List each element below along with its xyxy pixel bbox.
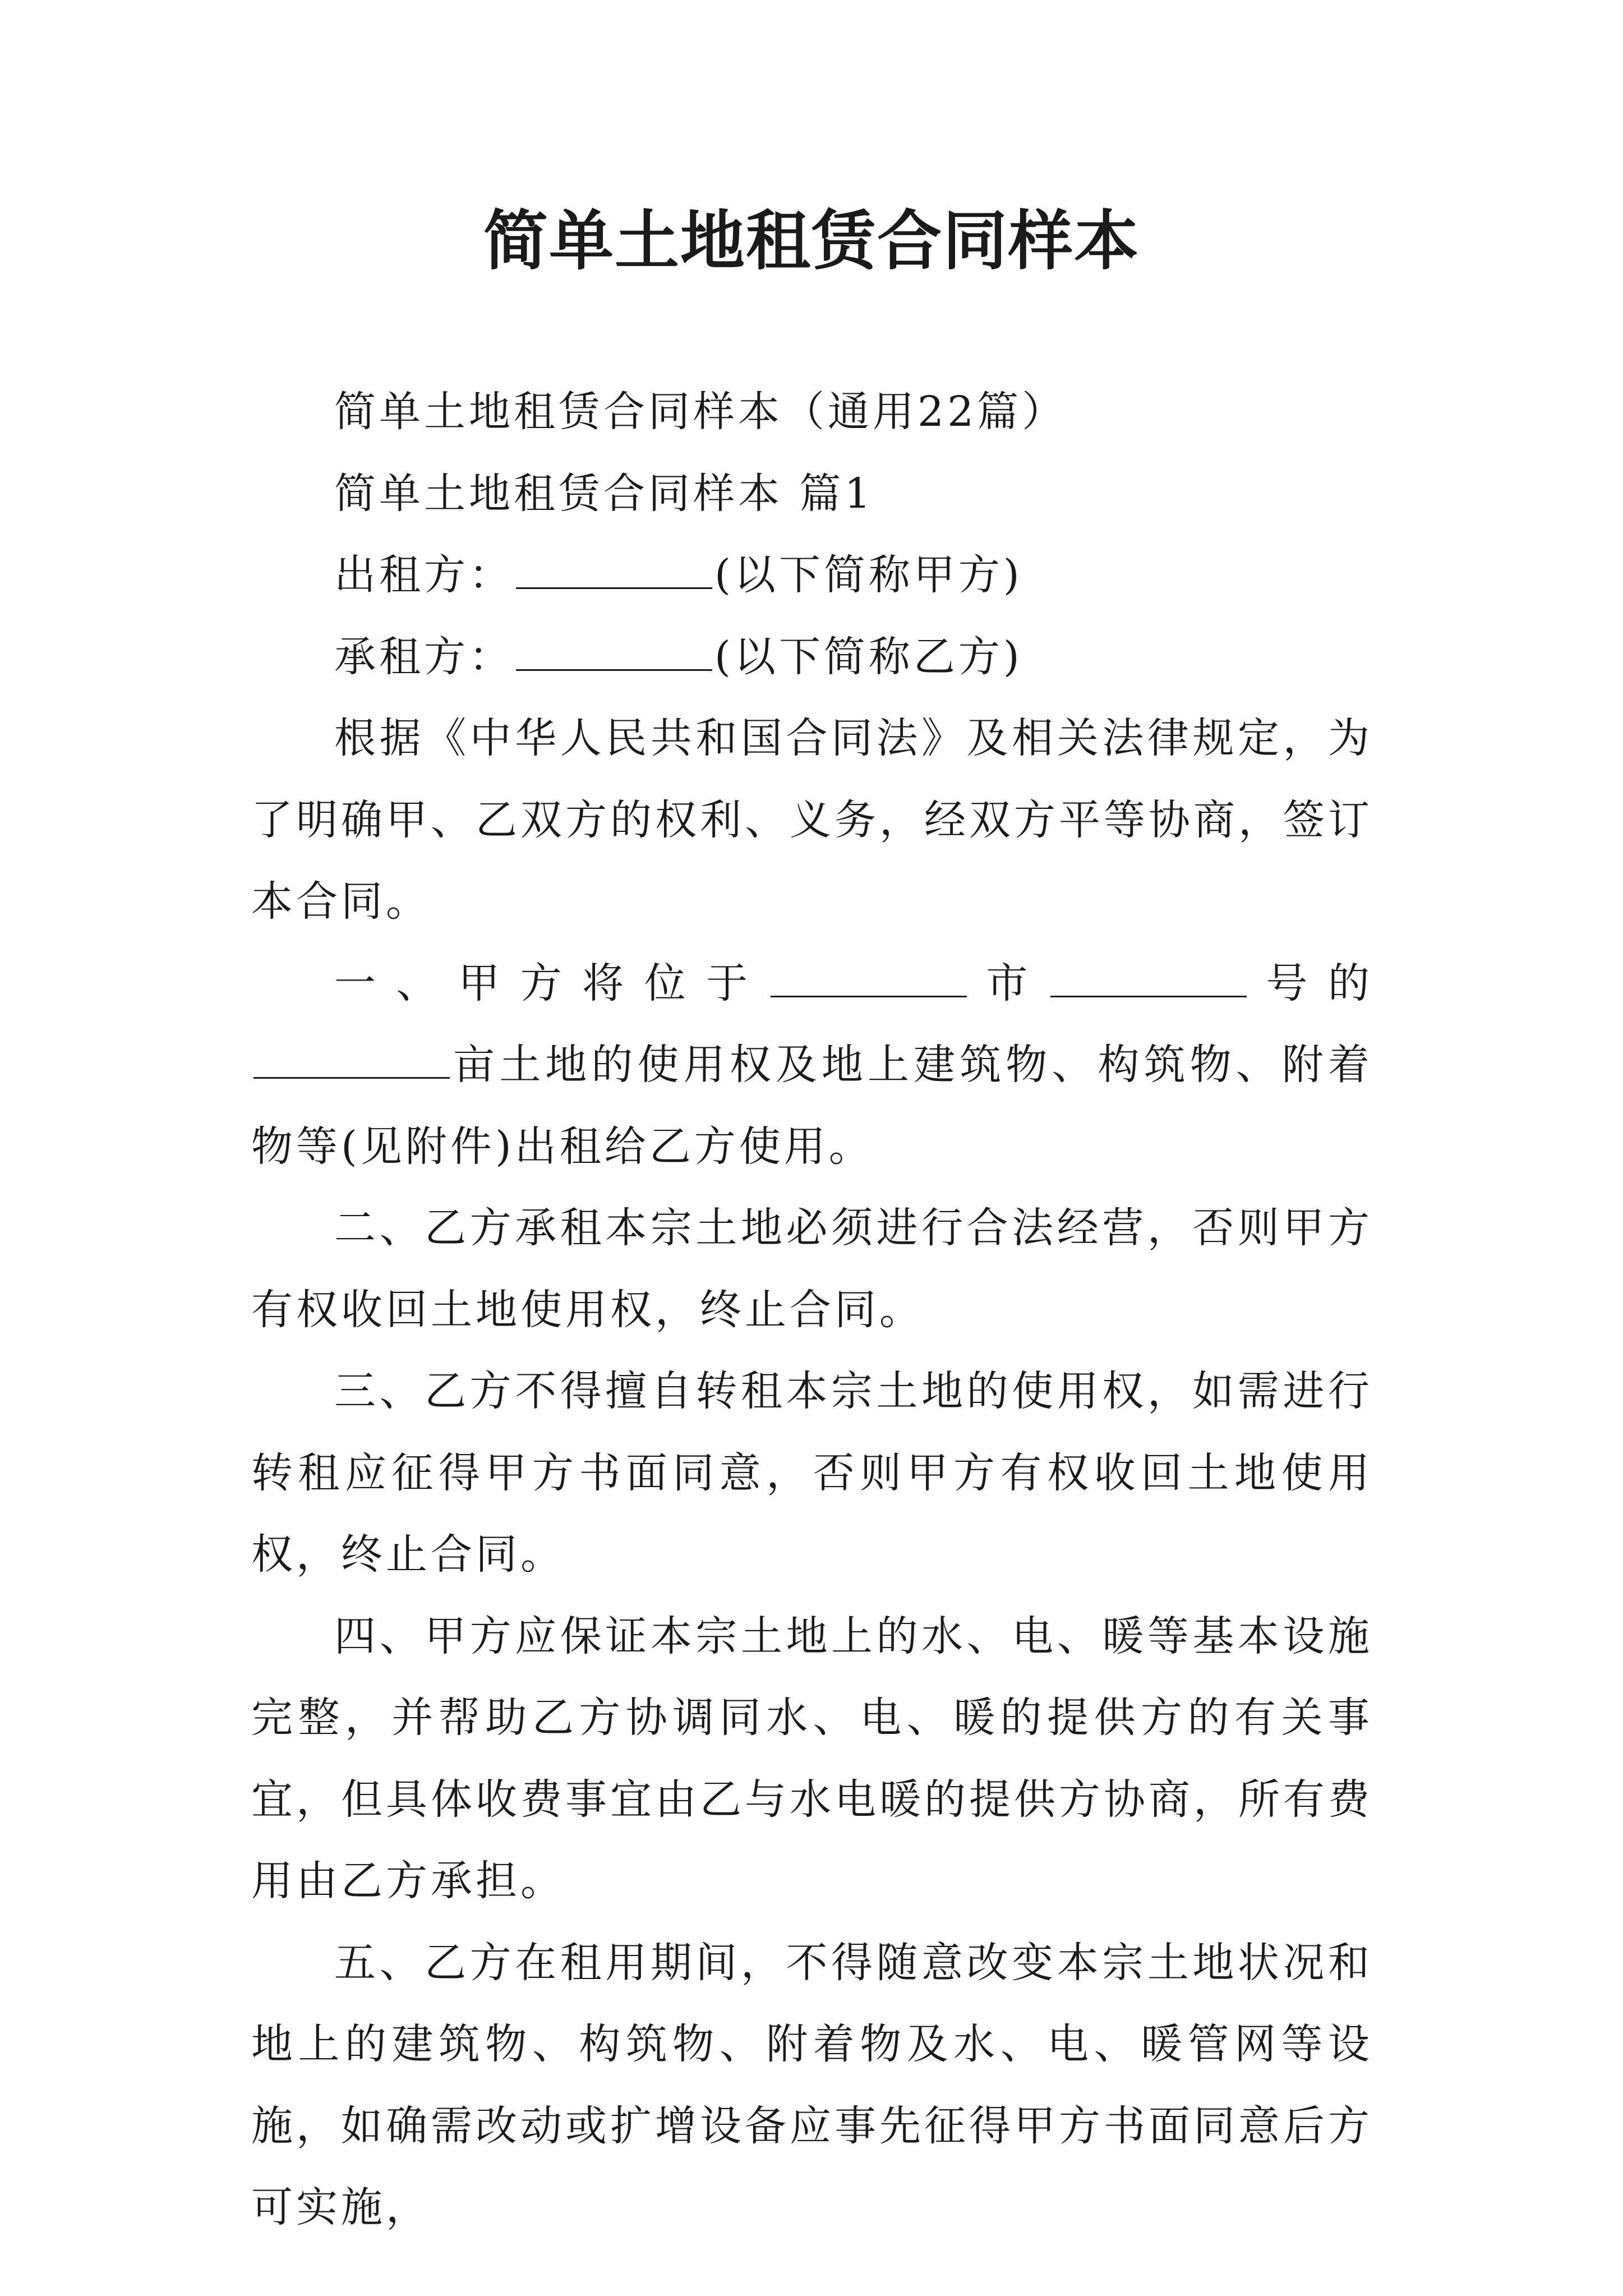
- clause-5: 五、乙方在租用期间，不得随意改变本宗土地状况和地上的建筑物、构筑物、附着物及水、电、暖管网等设施，如确需改动或扩增设备应事先征得甲方书面同意后方可实施，: [251, 1938, 1373, 2231]
- number-blank: [1050, 962, 1247, 997]
- clause-1-part1: 一、甲方将位于: [334, 959, 768, 1007]
- lessee-blank: [516, 636, 712, 671]
- document-body: [251, 371, 1373, 2249]
- lessee-line: [251, 616, 1373, 698]
- document-title: 简单土地租赁合同样本: [483, 203, 1140, 279]
- area-blank: [253, 1043, 450, 1079]
- lessor-line: [251, 535, 1373, 616]
- lessee-label: 承租方：: [334, 632, 514, 681]
- clause-1-part2: 市: [969, 959, 1048, 1007]
- clause-1-part3: 号的: [1248, 959, 1373, 1007]
- clause-1: [251, 943, 1373, 1188]
- clause-2: 二、乙方承租本宗土地必须进行合法经营，否则甲方有权收回土地使用权，终止合同。: [251, 1204, 1373, 1334]
- clause-3: 三、乙方不得擅自转租本宗土地的使用权，如需进行转租应征得甲方书面同意，否则甲方有权收回土地使用权，终止合同。: [251, 1367, 1373, 1579]
- clause-1-part4: 亩土地的使用权及地上建筑物、构筑物、附着物等(见附件)出租给乙方使用。: [251, 1041, 1373, 1171]
- chapter-heading: 简单土地租赁合同样本 篇1: [334, 469, 874, 518]
- clause-4: 四、甲方应保证本宗土地上的水、电、暖等基本设施完整，并帮助乙方协调同水、电、暖的提供方的有关事宜，但具体收费事宜由乙与水电暖的提供方协商，所有费用由乙方承担。: [251, 1612, 1373, 1905]
- lessor-suffix: (以下简称甲方): [714, 551, 1023, 599]
- subtitle-line: 简单土地租赁合同样本（通用22篇）: [334, 388, 1067, 436]
- lessee-suffix: (以下简称乙方): [714, 632, 1023, 681]
- location-blank: [771, 962, 967, 997]
- preamble-paragraph: 根据《中华人民共和国合同法》及相关法律规定，为了明确甲、乙双方的权利、义务，经双方平等协商，签订本合同。: [251, 714, 1373, 926]
- lessor-label: 出租方：: [334, 551, 514, 599]
- lessor-blank: [516, 554, 712, 589]
